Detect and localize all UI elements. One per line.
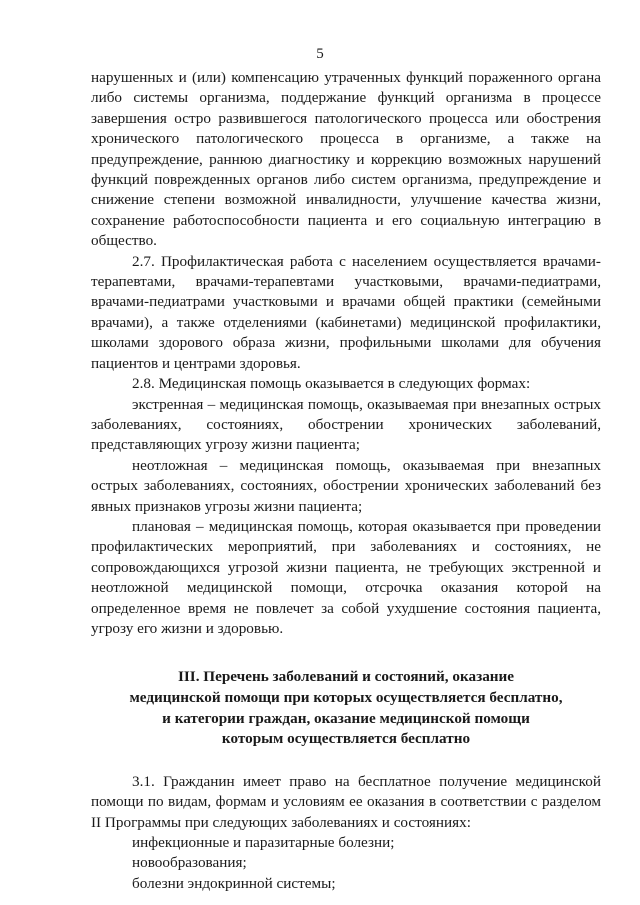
paragraph-urgent-care: неотложная – медицинская помощь, оказываемая при внезапных острых заболеваниях, состояниях, обострении хронических заболеваний без явных признаков угрозы жизни пациента; <box>91 456 601 515</box>
list-item: болезни эндокринной системы; <box>132 874 336 892</box>
document-body <box>91 68 601 894</box>
list-item: инфекционные и паразитарные болезни; <box>132 833 395 851</box>
section-heading <box>91 667 601 749</box>
page-number: 5 <box>316 46 324 62</box>
paragraph-3-1: 3.1. Гражданин имеет право на бесплатное получение медицинской помощи по видам, формам и условиям ее оказания в соответствии с разделом II Программы при следующих заболеваниях и состояниях: <box>91 772 601 831</box>
list-item: новообразования; <box>132 854 247 872</box>
paragraph-planned-care: плановая – медицинская помощь, которая оказывается при проведении профилактических мероприятий, при заболеваниях и состояниях, не сопровождающихся угрозой жизни пациента, не требующих экстренной и неотложной медицинской помощи, отсрочка оказания которой на определенное время не повлечет за собой ухудшение состояния пациента, угрозу его жизни и здоровью. <box>91 517 601 637</box>
paragraph-emergency-care: экстренная – медицинская помощь, оказываемая при внезапных острых заболеваниях, состояниях, обострении хронических заболеваний, представляющих угрозу жизни пациента; <box>91 395 601 454</box>
section-heading-line: медицинской помощи при которых осуществляется бесплатно, <box>129 688 563 706</box>
section-heading-line: которым осуществляется бесплатно <box>221 730 471 748</box>
paragraph-2-8: 2.8. Медицинская помощь оказывается в следующих формах: <box>132 375 531 393</box>
paragraph-continuation: нарушенных и (или) компенсацию утраченных функций пораженного органа либо системы организма, поддержание функций организма в процессе завершения остро развившегося патологического процесса или обострения хронического патологического процесса в организме, а также на предупреждение, раннюю диагностику и коррекцию возможных нарушений функций поврежденных органов либо систем организма, предупреждение и снижение степени возможной инвалидности, улучшение качества жизни, сохранение работоспособности пациента и его социальную интеграцию в общество. <box>91 69 601 250</box>
paragraph-2-7: 2.7. Профилактическая работа с населением осуществляется врачами-терапевтами, врачами-терапевтами участковыми, врачами-педиатрами, врачами-педиатрами участковыми и врачами общей практики (семейными врачами), а также отделениями (кабинетами) медицинской профилактики, школами здорового образа жизни, профильными школами для обучения пациентов и центрами здоровья. <box>91 252 601 372</box>
section-heading-line: и категории граждан, оказание медицинской помощи <box>162 709 530 727</box>
section-heading-line: III. Перечень заболеваний и состояний, оказание <box>177 668 515 686</box>
